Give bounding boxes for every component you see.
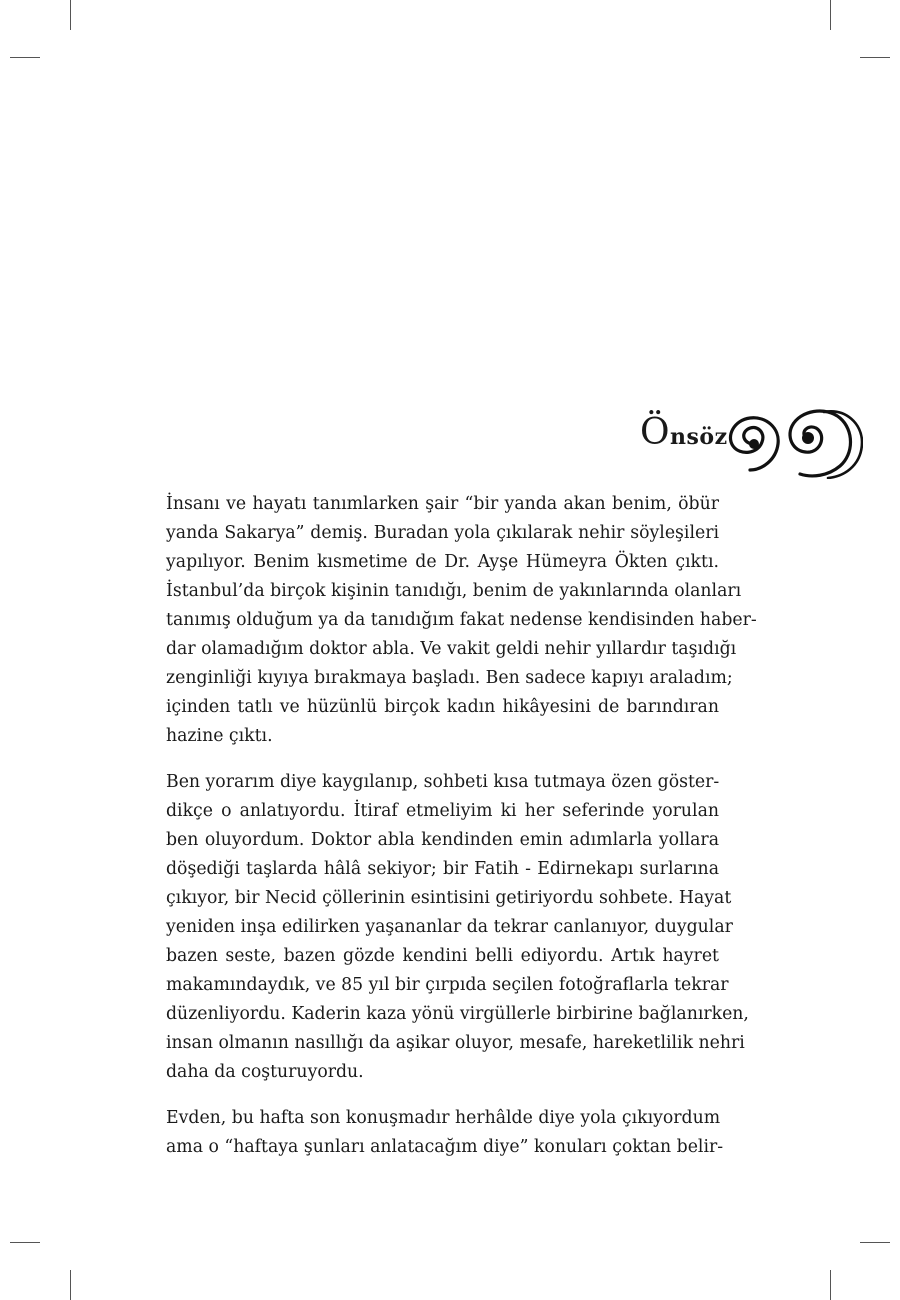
swirl-ornament-icon [728, 404, 863, 479]
chapter-title [640, 412, 728, 453]
text-line: yapılıyor. Benim kısmetime de Dr. Ayşe Hümeyra Ökten çıktı. [166, 552, 719, 572]
paragraph-3 [166, 1104, 724, 1162]
chapter-title-rest: nsöz [670, 424, 728, 450]
crop-mark-bottom-right-h [860, 1242, 890, 1243]
text-line: tanımış olduğum ya da tanıdığım fakat nedense kendisinden haber- [166, 610, 757, 630]
paragraph-2 [166, 768, 749, 1087]
crop-mark-bottom-left-h [10, 1242, 40, 1243]
text-line: İstanbul’da birçok kişinin tanıdığı, benim de yakınlarında olanları [166, 581, 742, 601]
text-line: bazen seste, bazen gözde kendini belli ediyordu. Artık hayret [166, 946, 719, 966]
text-line: düzenliyordu. Kaderin kaza yönü virgüllerle birbirine bağlanırken, [166, 1004, 749, 1024]
text-line: Ben yorarım diye kaygılanıp, sohbeti kısa tutmaya özen göster- [166, 772, 720, 792]
crop-mark-bottom-left [70, 1270, 71, 1300]
crop-mark-top-left-h [10, 57, 40, 58]
text-line: döşediği taşlarda hâlâ sekiyor; bir Fatih - Edirnekapı surlarına [166, 859, 719, 879]
text-line: ama o “haftaya şunları anlatacağım diye” konuları çoktan belir- [166, 1137, 724, 1157]
text-line: dar olamadığım doktor abla. Ve vakit geldi nehir yıllardır taşıdığı [166, 639, 737, 659]
crop-mark-top-right [830, 0, 831, 30]
crop-mark-top-right-h [860, 57, 890, 58]
text-line: yanda Sakarya” demiş. Buradan yola çıkılarak nehir söyleşileri [166, 523, 719, 543]
text-line: insan olmanın nasıllığı da aşikar oluyor, mesafe, hareketlilik nehri [166, 1033, 745, 1053]
chapter-heading [560, 404, 870, 484]
text-line: çıkıyor, bir Necid çöllerinin esintisini getiriyordu sohbete. Hayat [166, 888, 732, 908]
text-line: Evden, bu hafta son konuşmadır herhâlde diye yola çıkıyordum [166, 1108, 721, 1128]
text-line: ben oluyordum. Doktor abla kendinden emin adımlarla yollara [166, 830, 719, 850]
chapter-title-initial: Ö [640, 412, 671, 453]
text-line: hazine çıktı. [166, 726, 273, 746]
text-line: yeniden inşa edilirken yaşananlar da tekrar canlanıyor, duygular [166, 917, 733, 937]
text-line: içinden tatlı ve hüzünlü birçok kadın hikâyesini de barındıran [166, 697, 719, 717]
crop-mark-bottom-right [830, 1270, 831, 1300]
preface-body [166, 490, 757, 1179]
text-line: daha da coşturuyordu. [166, 1062, 364, 1082]
text-line: İnsanı ve hayatı tanımlarken şair “bir yanda akan benim, öbür [166, 494, 719, 514]
text-line: dikçe o anlatıyordu. İtiraf etmeliyim ki her seferinde yorulan [166, 801, 719, 821]
text-line: zenginliği kıyıya bırakmaya başladı. Ben sadece kapıyı araladım; [166, 668, 733, 688]
paragraph-1 [166, 490, 757, 751]
text-line: makamındaydık, ve 85 yıl bir çırpıda seçilen fotoğraflarla tekrar [166, 975, 729, 995]
crop-mark-top-left [70, 0, 71, 30]
